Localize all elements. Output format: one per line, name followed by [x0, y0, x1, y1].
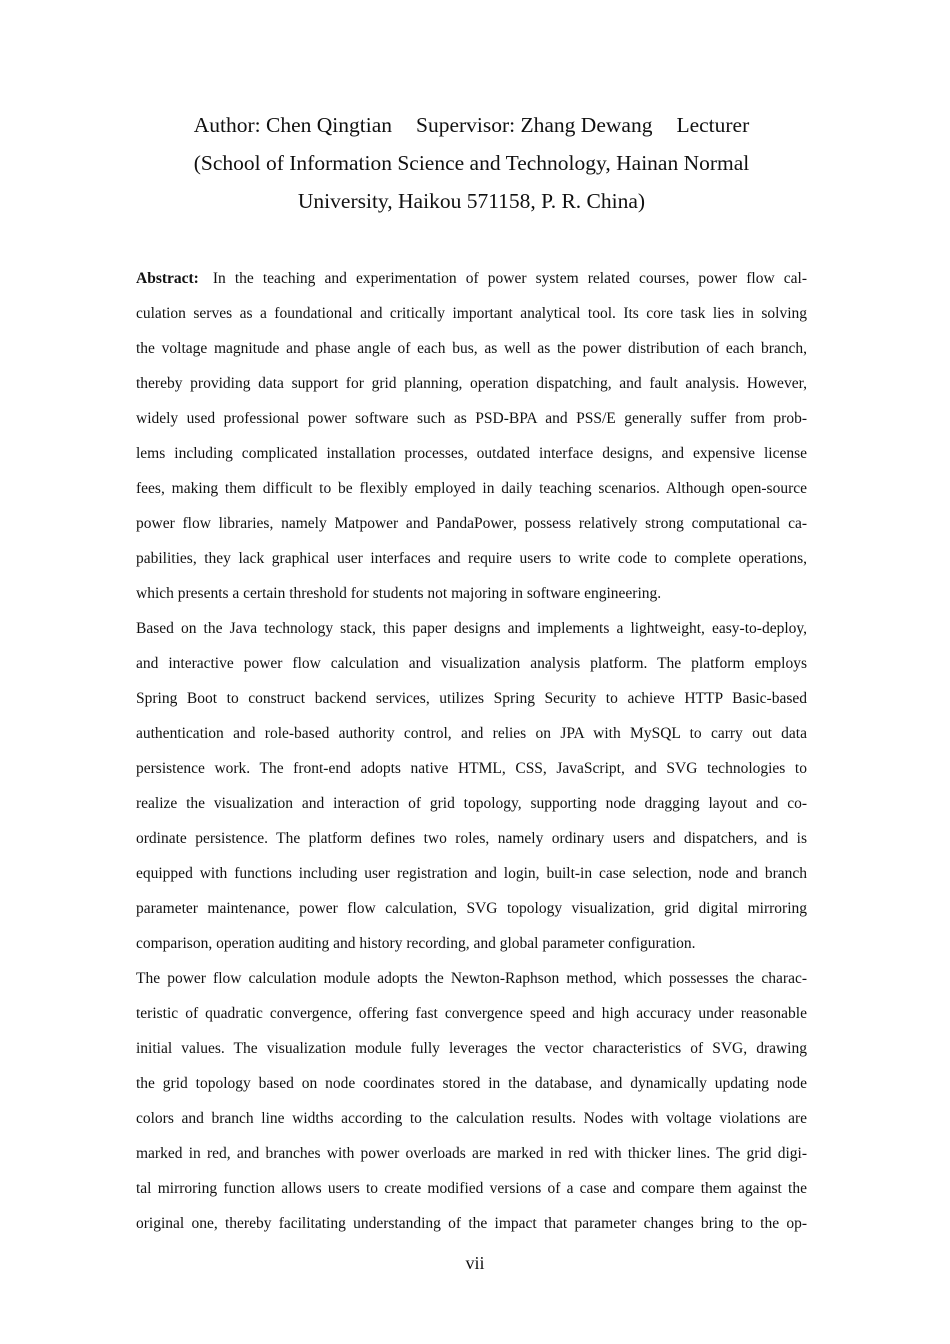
- paragraph-3-line: initial values. The visualization module fully leverages the vector characteristics of SVG, drawing: [136, 1040, 807, 1057]
- paragraph-2-line: Spring Boot to construct backend services, utilizes Spring Security to achieve HTTP Basic-based: [136, 690, 807, 707]
- paragraph-3-line: marked in red, and branches with power overloads are marked in red with thicker lines. The grid digi-: [136, 1145, 807, 1162]
- author-affiliation-block: [136, 106, 807, 220]
- paragraph-3-line: original one, thereby facilitating understanding of the impact that parameter changes bring to the op-: [136, 1215, 807, 1232]
- paragraph-1-last-line: which presents a certain threshold for students not majoring in software engineering.: [136, 585, 662, 602]
- paragraph-1-line: the voltage magnitude and phase angle of each bus, as well as the power distribution of each branch,: [136, 340, 807, 357]
- paragraph-2-line: persistence work. The front-end adopts native HTML, CSS, JavaScript, and SVG technologies to: [136, 760, 807, 777]
- abstract-first-line: [136, 261, 807, 296]
- paragraph-1-line: culation serves as a foundational and critically important analytical tool. Its core task lies in solving: [136, 305, 807, 322]
- paragraph-2-line: ordinate persistence. The platform defines two roles, namely ordinary users and dispatchers, and is: [136, 830, 807, 847]
- paragraph-3-line: The power flow calculation module adopts the Newton-Raphson method, which possesses the charac-: [136, 970, 807, 987]
- paragraph-3-line: the grid topology based on node coordinates stored in the database, and dynamically updating node: [136, 1075, 807, 1092]
- paragraph-1-line: In the teaching and experimentation of power system related courses, power flow cal-: [212, 270, 807, 287]
- paragraph-1-line: lems including complicated installation processes, outdated interface designs, and expensive license: [136, 445, 807, 462]
- paragraph-1-line: thereby providing data support for grid planning, operation dispatching, and fault analysis. However,: [136, 375, 807, 392]
- supervisor-name: Supervisor: Zhang Dewang: [416, 113, 653, 137]
- affiliation-line-1: (School of Information Science and Technology, Hainan Normal: [193, 151, 750, 175]
- paragraph-2-line: and interactive power flow calculation and visualization analysis platform. The platform employs: [136, 655, 807, 672]
- affiliation-line-2: University, Haikou 571158, P. R. China): [297, 189, 646, 213]
- paragraph-2-line: authentication and role-based authority control, and relies on JPA with MySQL to carry out data: [136, 725, 807, 742]
- paragraph-3-line: teristic of quadratic convergence, offering fast convergence speed and high accuracy under reasonable: [136, 1005, 807, 1022]
- paragraph-2-line: Based on the Java technology stack, this paper designs and implements a lightweight, easy-to-deploy,: [136, 620, 807, 637]
- paragraph-1-line: pabilities, they lack graphical user interfaces and require users to write code to complete operations,: [136, 550, 807, 567]
- author-name: Author: Chen Qingtian: [193, 113, 392, 137]
- paragraph-3-line: tal mirroring function allows users to create modified versions of a case and compare them against the: [136, 1180, 807, 1197]
- abstract-body: [136, 261, 807, 1241]
- page-number: vii: [465, 1253, 485, 1273]
- paragraph-2-line: realize the visualization and interaction of grid topology, supporting node dragging layout and co-: [136, 795, 807, 812]
- paragraph-1-line: widely used professional power software such as PSD-BPA and PSS/E generally suffer from prob-: [136, 410, 807, 427]
- paragraph-3-line: colors and branch line widths according to the calculation results. Nodes with voltage violations are: [136, 1110, 807, 1127]
- paragraph-1-line: power flow libraries, namely Matpower and PandaPower, possess relatively strong computational ca-: [136, 515, 807, 532]
- paragraph-2-line: equipped with functions including user registration and login, built-in case selection, node and branch: [136, 865, 807, 882]
- author-line: [136, 106, 807, 144]
- paragraph-2-line: parameter maintenance, power flow calculation, SVG topology visualization, grid digital mirroring: [136, 900, 807, 917]
- paragraph-2-last-line: comparison, operation auditing and history recording, and global parameter configuration.: [136, 935, 696, 952]
- supervisor-rank: Lecturer: [676, 113, 750, 137]
- paragraph-1-line: fees, making them difficult to be flexibly employed in daily teaching scenarios. Although open-source: [136, 480, 807, 497]
- abstract-label: Abstract:: [136, 270, 199, 287]
